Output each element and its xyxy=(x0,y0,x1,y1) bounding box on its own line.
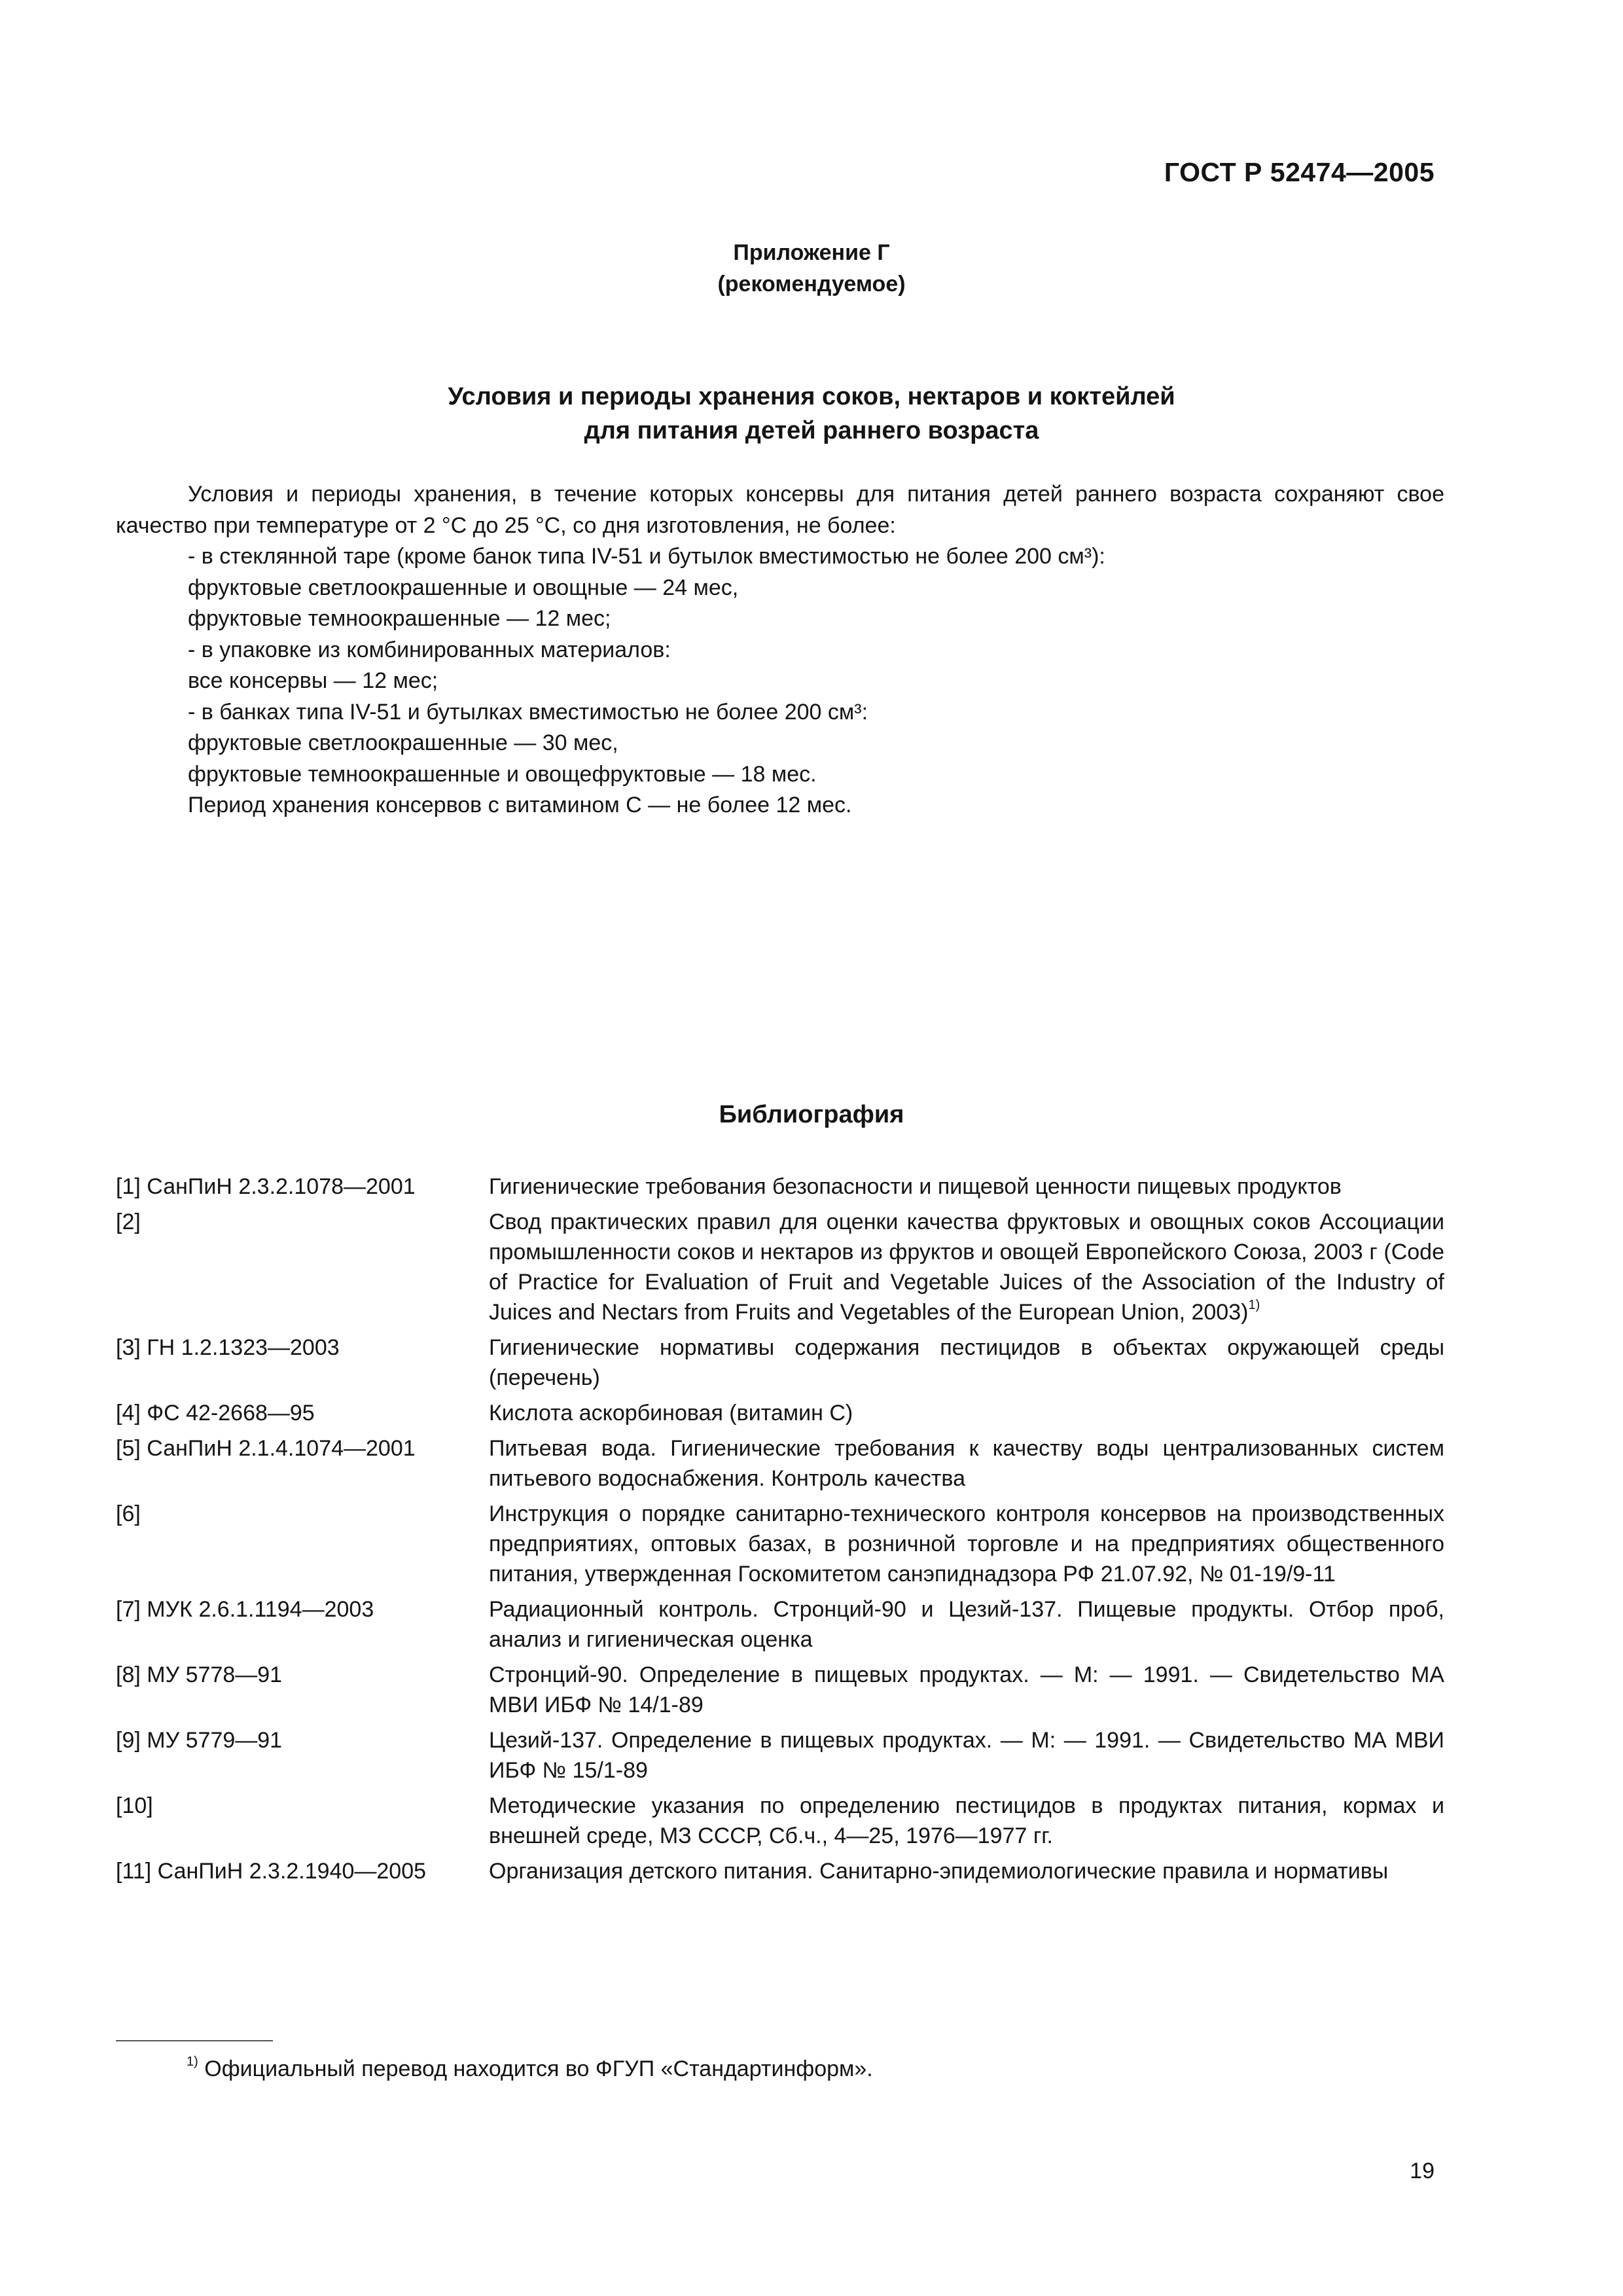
bibliography-entry xyxy=(116,1660,1444,1720)
bibliography-entry xyxy=(116,1207,1444,1327)
entry-number: [9] xyxy=(116,1728,141,1753)
entry-code: МУ 5778—91 xyxy=(147,1662,283,1687)
bibliography-title: Библиография xyxy=(719,1101,904,1128)
entry-text: Свод практических правил для оценки качества фруктовых и овощных соков Ассоциации промышленности соков и нектаров из фруктов и овощей Европейского Союза, 2003 г (Code of Practice for Evaluation of Fruit and Vegetable Juices of the Association of the Industry of Juices and Nectars from Fruits and Vegetables of the European Union, 2003) xyxy=(489,1210,1444,1325)
bibliography-entry xyxy=(116,1398,1444,1428)
text-line: - в стеклянной таре (кроме банок типа IV-51 и бутылок вместимостью не более 200 см³): xyxy=(188,544,1105,569)
footnote xyxy=(187,2056,873,2082)
footnote-reference[interactable]: 1) xyxy=(1248,1298,1260,1312)
entry-text: Питьевая вода. Гигиенические требования к качеству воды централизованных систем питьевого водоснабжения. Контроль качества xyxy=(489,1436,1444,1491)
bibliography-entry xyxy=(116,1725,1444,1785)
entry-number: [4] xyxy=(116,1401,141,1426)
entry-reference xyxy=(116,1856,489,1886)
footnote-mark: 1) xyxy=(187,2054,198,2069)
entry-number: [5] xyxy=(116,1436,141,1461)
bibliography-entry xyxy=(116,1856,1444,1886)
entry-code: СанПиН 2.1.4.1074—2001 xyxy=(147,1436,416,1461)
entry-number: [8] xyxy=(116,1662,141,1687)
bibliography-entry xyxy=(116,1172,1444,1202)
entry-number: [2] xyxy=(116,1210,141,1234)
text-line: - в упаковке из комбинированных материалов: xyxy=(188,637,671,662)
intro-paragraph: Условия и периоды хранения, в течение которых консервы для питания детей раннего возраста сохраняют свое качество при температуре от 2 °С до 25 °С, со дня изготовления, не более: xyxy=(116,482,1444,538)
entry-number: [3] xyxy=(116,1335,141,1360)
text-line: - в банках типа IV-51 и бутылках вместимостью не более 200 см³: xyxy=(188,699,868,725)
entry-reference xyxy=(116,1499,489,1589)
text-line: фруктовые темноокрашенные и овощефруктовые — 18 мес. xyxy=(188,761,817,787)
entry-code: МУ 5779—91 xyxy=(147,1728,283,1753)
entry-text: Цезий-137. Определение в пищевых продуктах. — М: — 1991. — Свидетельство МА МВИ ИБФ № 15/1-89 xyxy=(489,1728,1444,1783)
entry-reference xyxy=(116,1791,489,1851)
bibliography-entry xyxy=(116,1791,1444,1851)
entry-reference xyxy=(116,1660,489,1720)
entry-text: Инструкция о порядке санитарно-технического контроля консервов на производственных предприятиях, оптовых базах, в розничной торговле и на предприятиях общественного питания, утвержденная Госкомитетом санэпиднадзора РФ 21.07.92, № 01-19/9-11 xyxy=(489,1501,1444,1587)
entry-number: [11] xyxy=(116,1859,152,1884)
entry-reference xyxy=(116,1172,489,1202)
entry-code: ГН 1.2.1323—2003 xyxy=(147,1335,340,1360)
annex-status: (рекомендуемое) xyxy=(717,272,906,296)
annex-heading xyxy=(0,237,1623,300)
entry-number: [7] xyxy=(116,1597,141,1622)
entry-number: [1] xyxy=(116,1174,141,1199)
section-title xyxy=(0,380,1623,448)
entry-code: ФС 42-2668—95 xyxy=(147,1401,315,1426)
text-line: фруктовые светлоокрашенные — 30 мес, xyxy=(188,730,618,755)
entry-number: [6] xyxy=(116,1501,141,1526)
annex-title: Приложение Г xyxy=(733,240,890,265)
entry-text: Гигиенические требования безопасности и пищевой ценности пищевых продуктов xyxy=(489,1174,1342,1199)
entry-reference xyxy=(116,1725,489,1785)
text-line: все консервы — 12 мес; xyxy=(188,668,438,693)
text-line: фруктовые темноокрашенные — 12 мес; xyxy=(188,606,611,631)
entry-reference xyxy=(116,1433,489,1494)
page-number: 19 xyxy=(1410,2159,1435,2183)
text-line: фруктовые светлоокрашенные и овощные — 24 мес, xyxy=(188,575,739,600)
bibliography-entry xyxy=(116,1594,1444,1655)
document-code: ГОСТ Р 52474—2005 xyxy=(1164,157,1435,187)
entry-text: Гигиенические нормативы содержания пестицидов в объектах окружающей среды (перечень) xyxy=(489,1335,1444,1390)
bibliography-entry xyxy=(116,1333,1444,1393)
entry-reference xyxy=(116,1333,489,1393)
section-title-line-2: для питания детей раннего возраста xyxy=(584,417,1039,444)
entry-text-container xyxy=(489,1207,1444,1327)
entry-code: СанПиН 2.3.2.1940—2005 xyxy=(157,1859,427,1884)
entry-text: Кислота аскорбиновая (витамин С) xyxy=(489,1401,853,1426)
entry-code: СанПиН 2.3.2.1078—2001 xyxy=(147,1174,416,1199)
entry-text: Организация детского питания. Санитарно-эпидемиологические правила и нормативы xyxy=(489,1859,1389,1884)
footnote-separator xyxy=(116,2040,273,2041)
text-line: Период хранения консервов с витамином С — не более 12 мес. xyxy=(188,793,852,817)
entry-reference xyxy=(116,1398,489,1428)
entry-reference xyxy=(116,1594,489,1655)
entry-reference xyxy=(116,1207,489,1327)
entry-number: [10] xyxy=(116,1793,153,1818)
section-title-line-1: Условия и периоды хранения соков, нектаров и коктейлей xyxy=(448,383,1175,410)
entry-text: Радиационный контроль. Стронций-90 и Цезий-137. Пищевые продукты. Отбор проб, анализ и гигиеническая оценка xyxy=(489,1597,1444,1652)
bibliography-entry xyxy=(116,1433,1444,1494)
footnote-text: Официальный перевод находится во ФГУП «Стандартинформ». xyxy=(204,2056,873,2081)
entry-code: МУК 2.6.1.1194—2003 xyxy=(147,1597,374,1622)
entry-text: Методические указания по определению пестицидов в продуктах питания, кормах и внешней среде, МЗ СССР, Сб.ч., 4—25, 1976—1977 гг. xyxy=(489,1793,1444,1848)
storage-conditions-text xyxy=(116,479,1444,821)
entry-text: Стронций-90. Определение в пищевых продуктах. — М: — 1991. — Свидетельство МА МВИ ИБФ № 14/1-89 xyxy=(489,1662,1444,1717)
bibliography-entry xyxy=(116,1499,1444,1589)
bibliography-list xyxy=(116,1172,1444,1892)
